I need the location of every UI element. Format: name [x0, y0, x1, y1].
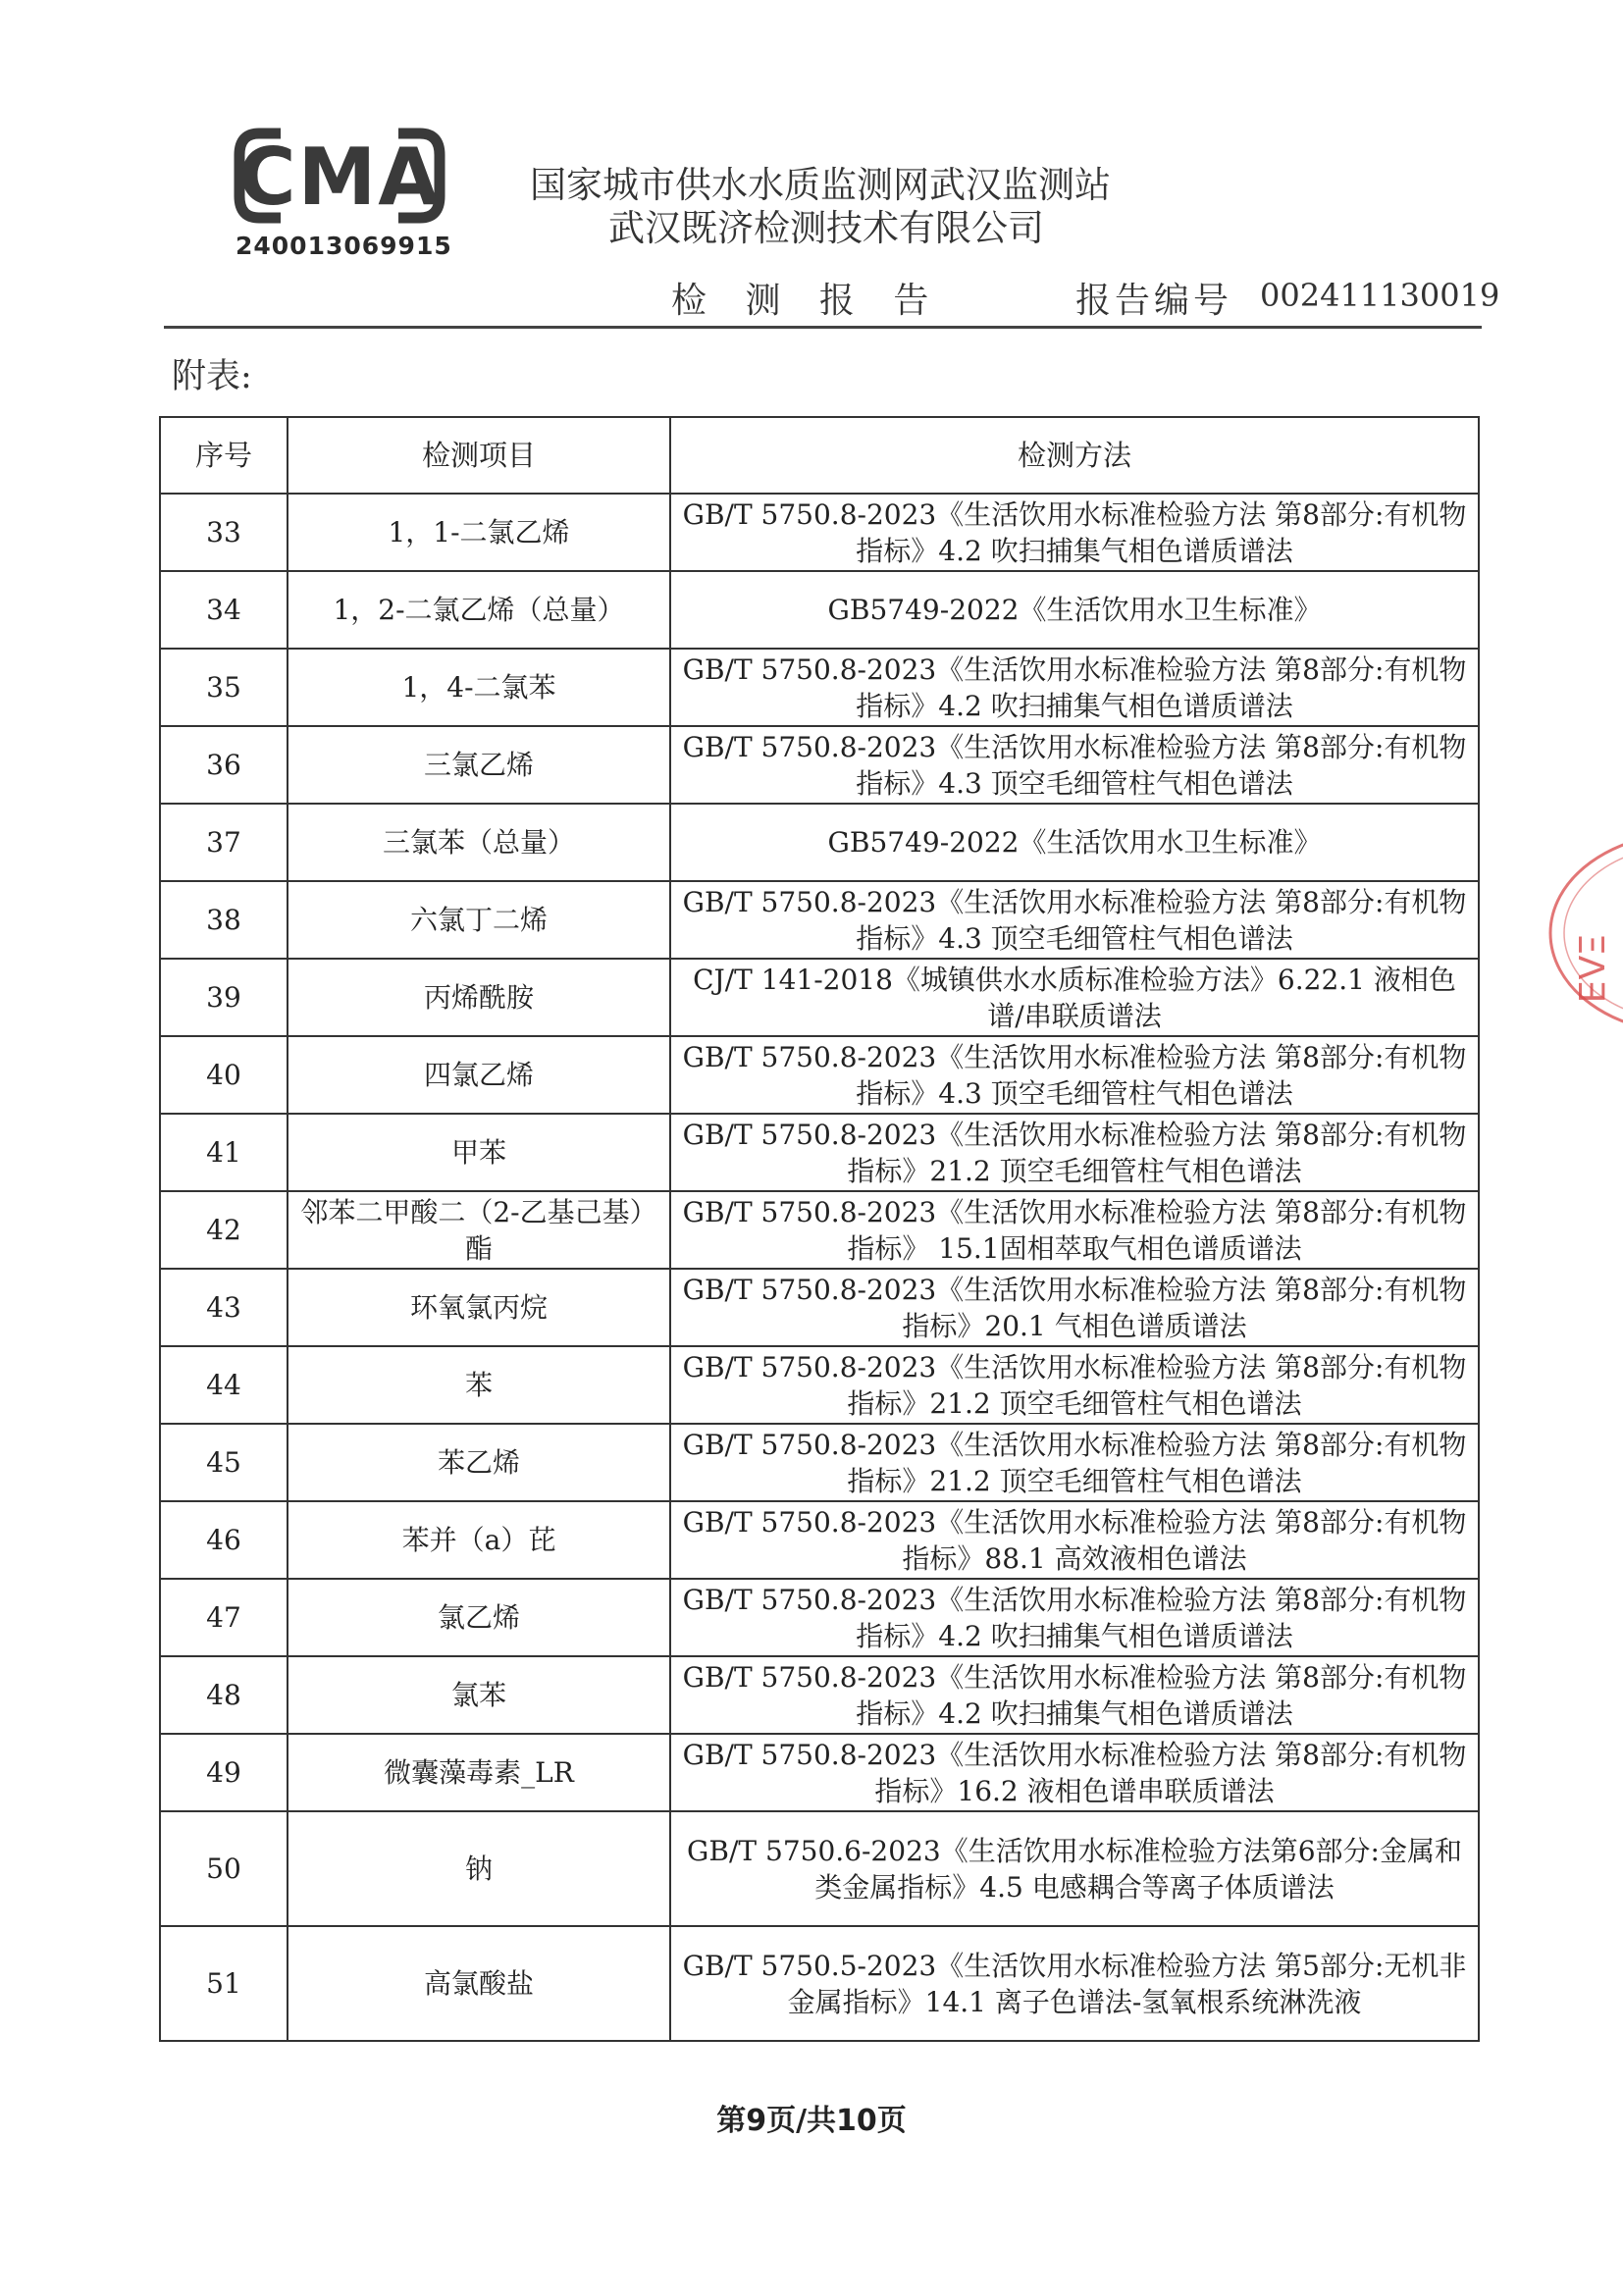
cell-no: 44	[160, 1346, 288, 1424]
table-row	[160, 1269, 1479, 1346]
cell-no: 35	[160, 649, 288, 726]
column-header-item: 检测项目	[288, 417, 670, 494]
table-row	[160, 494, 1479, 571]
cell-no: 41	[160, 1114, 288, 1191]
table-row	[160, 1346, 1479, 1424]
table-row	[160, 1926, 1479, 2041]
cell-item: 三氯苯（总量）	[288, 804, 670, 881]
cell-item: 1，2-二氯乙烯（总量）	[288, 571, 670, 649]
cell-method: GB/T 5750.8-2023《生活饮用水标准检验方法 第8部分:有机物指标》4.2 吹扫捕集气相色谱质谱法	[670, 649, 1479, 726]
page-number: 第9页/共10页	[716, 2104, 907, 2138]
cma-logo-mark	[232, 126, 447, 234]
cell-item: 甲苯	[288, 1114, 670, 1191]
cell-method: GB/T 5750.6-2023《生活饮用水标准检验方法第6部分:金属和类金属指标》4.5 电感耦合等离子体质谱法	[670, 1811, 1479, 1926]
table-row	[160, 881, 1479, 959]
org-name-line2: 武汉既济检测技术有限公司	[608, 207, 1044, 249]
table-row	[160, 1656, 1479, 1734]
cell-no: 46	[160, 1501, 288, 1579]
cell-method: GB5749-2022《生活饮用水卫生标准》	[670, 804, 1479, 881]
cell-method: GB/T 5750.8-2023《生活饮用水标准检验方法 第8部分:有机物指标》20.1 气相色谱质谱法	[670, 1269, 1479, 1346]
table-row	[160, 571, 1479, 649]
cell-no: 40	[160, 1036, 288, 1114]
cell-method: GB/T 5750.8-2023《生活饮用水标准检验方法 第8部分:有机物指标》21.2 顶空毛细管柱气相色谱法	[670, 1114, 1479, 1191]
cert-number: 240013069915	[236, 232, 452, 260]
cell-item: 氯苯	[288, 1656, 670, 1734]
stamp-text: ΞΛ∃	[1570, 933, 1610, 1003]
cma-logo-text: CMA	[237, 131, 442, 223]
cell-item: 苯乙烯	[288, 1424, 670, 1501]
cell-no: 42	[160, 1191, 288, 1269]
cell-no: 39	[160, 959, 288, 1036]
cell-item: 1，4-二氯苯	[288, 649, 670, 726]
table-row	[160, 1036, 1479, 1114]
report-number-label: 报告编号	[1075, 281, 1233, 321]
column-header-no: 序号	[160, 417, 288, 494]
cell-method: GB5749-2022《生活饮用水卫生标准》	[670, 571, 1479, 649]
table-row	[160, 959, 1479, 1036]
cell-no: 47	[160, 1579, 288, 1656]
cell-item: 四氯乙烯	[288, 1036, 670, 1114]
cell-item: 氯乙烯	[288, 1579, 670, 1656]
cell-item: 1，1-二氯乙烯	[288, 494, 670, 571]
cell-item: 环氧氯丙烷	[288, 1269, 670, 1346]
cell-item: 微囊藻毒素_LR	[288, 1734, 670, 1811]
cell-method: GB/T 5750.8-2023《生活饮用水标准检验方法 第8部分:有机物指标》 15.1固相萃取气相色谱质谱法	[670, 1191, 1479, 1269]
report-title: 检 测 报 告	[671, 281, 943, 321]
table-row	[160, 1734, 1479, 1811]
red-seal-stamp	[1533, 830, 1623, 1036]
cell-no: 43	[160, 1269, 288, 1346]
cell-item: 邻苯二甲酸二（2-乙基己基）酯	[288, 1191, 670, 1269]
cell-method: GB/T 5750.8-2023《生活饮用水标准检验方法 第8部分:有机物指标》4.2 吹扫捕集气相色谱质谱法	[670, 494, 1479, 571]
cell-method: GB/T 5750.8-2023《生活饮用水标准检验方法 第8部分:有机物指标》21.2 顶空毛细管柱气相色谱法	[670, 1346, 1479, 1424]
cell-method: GB/T 5750.8-2023《生活饮用水标准检验方法 第8部分:有机物指标》4.2 吹扫捕集气相色谱质谱法	[670, 1579, 1479, 1656]
cell-item: 高氯酸盐	[288, 1926, 670, 2041]
table-row	[160, 649, 1479, 726]
cell-no: 37	[160, 804, 288, 881]
table-row	[160, 804, 1479, 881]
cell-no: 33	[160, 494, 288, 571]
table-row	[160, 1579, 1479, 1656]
table-row	[160, 726, 1479, 804]
cell-item: 六氯丁二烯	[288, 881, 670, 959]
table-row	[160, 1501, 1479, 1579]
cell-no: 50	[160, 1811, 288, 1926]
cell-method: GB/T 5750.8-2023《生活饮用水标准检验方法 第8部分:有机物指标》4.3 顶空毛细管柱气相色谱法	[670, 726, 1479, 804]
header-divider	[164, 326, 1482, 329]
cell-no: 34	[160, 571, 288, 649]
table-body	[160, 494, 1479, 2041]
cell-no: 36	[160, 726, 288, 804]
test-methods-table	[159, 416, 1480, 2042]
table-row	[160, 1424, 1479, 1501]
attachment-label: 附表:	[172, 357, 252, 396]
cell-item: 苯并（a）芘	[288, 1501, 670, 1579]
cell-method: GB/T 5750.8-2023《生活饮用水标准检验方法 第8部分:有机物指标》4.3 顶空毛细管柱气相色谱法	[670, 881, 1479, 959]
cell-item: 丙烯酰胺	[288, 959, 670, 1036]
cell-method: GB/T 5750.8-2023《生活饮用水标准检验方法 第8部分:有机物指标》88.1 高效液相色谱法	[670, 1501, 1479, 1579]
column-header-method: 检测方法	[670, 417, 1479, 494]
cell-method: GB/T 5750.8-2023《生活饮用水标准检验方法 第8部分:有机物指标》4.2 吹扫捕集气相色谱质谱法	[670, 1656, 1479, 1734]
table-row	[160, 1191, 1479, 1269]
cell-method: GB/T 5750.8-2023《生活饮用水标准检验方法 第8部分:有机物指标》16.2 液相色谱串联质谱法	[670, 1734, 1479, 1811]
org-name-line1: 国家城市供水水质监测网武汉监测站	[530, 164, 1111, 206]
cell-method: CJ/T 141-2018《城镇供水水质标准检验方法》6.22.1 液相色谱/串联质谱法	[670, 959, 1479, 1036]
cell-item: 苯	[288, 1346, 670, 1424]
cell-method: GB/T 5750.8-2023《生活饮用水标准检验方法 第8部分:有机物指标》21.2 顶空毛细管柱气相色谱法	[670, 1424, 1479, 1501]
cell-method: GB/T 5750.8-2023《生活饮用水标准检验方法 第8部分:有机物指标》4.3 顶空毛细管柱气相色谱法	[670, 1036, 1479, 1114]
report-number: 002411130019	[1260, 277, 1500, 314]
cell-item: 三氯乙烯	[288, 726, 670, 804]
cell-no: 51	[160, 1926, 288, 2041]
cell-item: 钠	[288, 1811, 670, 1926]
cell-no: 45	[160, 1424, 288, 1501]
table-row	[160, 1114, 1479, 1191]
cell-no: 38	[160, 881, 288, 959]
cell-no: 48	[160, 1656, 288, 1734]
cell-method: GB/T 5750.5-2023《生活饮用水标准检验方法 第5部分:无机非金属指标》14.1 离子色谱法-氢氧根系统淋洗液	[670, 1926, 1479, 2041]
cell-no: 49	[160, 1734, 288, 1811]
table-row	[160, 1811, 1479, 1926]
